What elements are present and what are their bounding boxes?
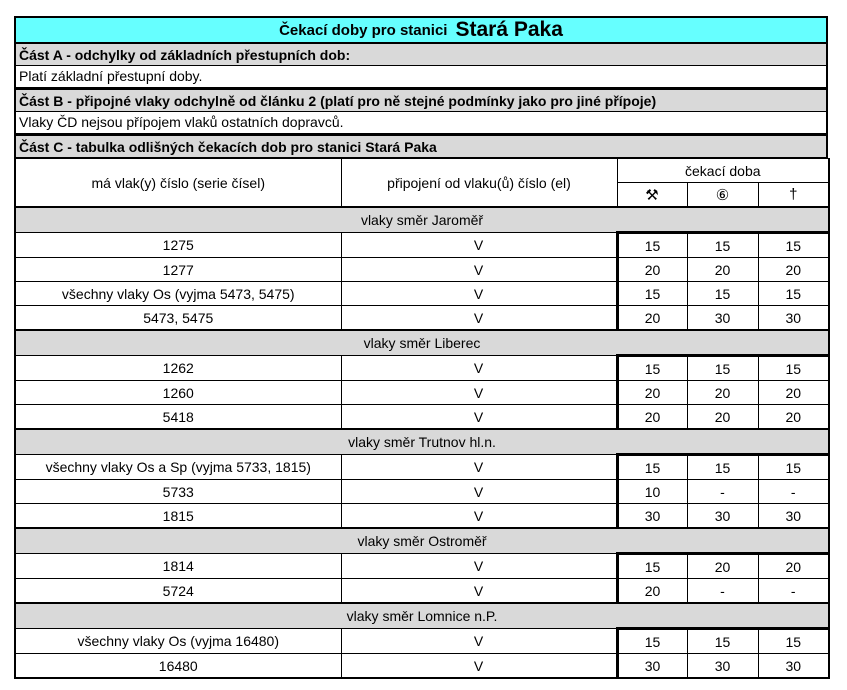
cell-wait-sunday: -: [758, 579, 829, 604]
table-row: [15, 233, 829, 258]
table-row: [15, 504, 829, 529]
title-station: Stará Paka: [455, 18, 563, 41]
cell-wait-sunday: 20: [758, 554, 829, 579]
cell-wait-saturday: 30: [687, 654, 758, 679]
cell-wait-saturday: 15: [687, 233, 758, 258]
section-heading: vlaky směr Trutnov hl.n.: [15, 429, 829, 455]
cell-train-number: 1277: [15, 258, 341, 282]
part-b-heading: Část B - připojné vlaky odchylně od článku 2 (platí pro ně stejné podmínky jako pro jiné přípoje): [14, 90, 828, 112]
cell-wait-sunday: 30: [758, 504, 829, 529]
waiting-times-sheet: [14, 16, 828, 679]
part-b-text: Vlaky ČD nejsou přípojem vlaků ostatních dopravců.: [14, 112, 828, 136]
cell-train-number: všechny vlaky Os (vyjma 16480): [15, 629, 341, 654]
cell-train-number: 16480: [15, 654, 341, 679]
saturday-icon: ⑥: [687, 183, 758, 208]
cell-wait-workday: 20: [617, 405, 687, 430]
cell-wait-workday: 15: [617, 233, 687, 258]
part-a-text: Platí základní přestupní doby.: [14, 66, 828, 90]
cell-train-number: všechny vlaky Os a Sp (vyjma 5733, 1815): [15, 455, 341, 480]
table-row: [15, 579, 829, 604]
cell-wait-workday: 30: [617, 654, 687, 679]
table-row: [15, 306, 829, 331]
cell-wait-workday: 20: [617, 306, 687, 331]
cell-wait-workday: 20: [617, 258, 687, 282]
cell-wait-sunday: 15: [758, 282, 829, 306]
cell-wait-saturday: 15: [687, 282, 758, 306]
cell-wait-workday: 15: [617, 282, 687, 306]
cell-train-number: 1275: [15, 233, 341, 258]
cell-wait-sunday: 30: [758, 306, 829, 331]
cell-wait-sunday: 15: [758, 455, 829, 480]
cell-connection: V: [341, 654, 617, 679]
section-heading: vlaky směr Liberec: [15, 330, 829, 356]
cell-wait-saturday: 30: [687, 504, 758, 529]
cell-wait-saturday: 30: [687, 306, 758, 331]
cell-train-number: všechny vlaky Os (vyjma 5473, 5475): [15, 282, 341, 306]
cell-train-number: 5418: [15, 405, 341, 430]
cell-wait-sunday: 20: [758, 258, 829, 282]
section-heading: vlaky směr Lomnice n.P.: [15, 603, 829, 629]
cell-wait-sunday: 30: [758, 654, 829, 679]
page-title: [14, 16, 828, 44]
cell-wait-workday: 20: [617, 381, 687, 405]
cell-wait-sunday: 20: [758, 405, 829, 430]
cell-wait-saturday: -: [687, 579, 758, 604]
table-row: [15, 629, 829, 654]
cell-train-number: 1262: [15, 356, 341, 381]
cell-train-number: 1815: [15, 504, 341, 529]
cell-wait-saturday: 15: [687, 629, 758, 654]
cell-wait-sunday: 15: [758, 629, 829, 654]
cell-train-number: 5724: [15, 579, 341, 604]
cell-wait-saturday: 15: [687, 455, 758, 480]
table-row: [15, 654, 829, 679]
cell-connection: V: [341, 405, 617, 430]
cell-connection: V: [341, 356, 617, 381]
cell-wait-workday: 20: [617, 579, 687, 604]
cell-connection: V: [341, 480, 617, 504]
table-row: [15, 258, 829, 282]
cell-wait-sunday: 15: [758, 233, 829, 258]
cell-train-number: 1814: [15, 554, 341, 579]
sunday-icon: †: [758, 183, 829, 208]
header-waiting-time: čekací doba: [617, 159, 829, 183]
table-row: [15, 480, 829, 504]
cell-connection: V: [341, 381, 617, 405]
cell-connection: V: [341, 282, 617, 306]
cell-wait-saturday: 20: [687, 258, 758, 282]
cell-wait-saturday: -: [687, 480, 758, 504]
header-connection: připojení od vlaku(ů) číslo (el): [341, 159, 617, 208]
cell-connection: V: [341, 306, 617, 331]
cell-connection: V: [341, 455, 617, 480]
cell-wait-workday: 15: [617, 455, 687, 480]
cell-connection: V: [341, 629, 617, 654]
table-row: [15, 455, 829, 480]
cell-connection: V: [341, 554, 617, 579]
cell-train-number: 5473, 5475: [15, 306, 341, 331]
title-prefix: Čekací doby pro stanici: [279, 21, 448, 39]
cell-wait-sunday: 20: [758, 381, 829, 405]
table-row: [15, 356, 829, 381]
cell-wait-workday: 30: [617, 504, 687, 529]
section-heading: vlaky směr Jaroměř: [15, 207, 829, 233]
table-row: [15, 554, 829, 579]
cell-wait-workday: 15: [617, 356, 687, 381]
cell-connection: V: [341, 233, 617, 258]
cell-wait-saturday: 20: [687, 554, 758, 579]
cell-wait-workday: 15: [617, 554, 687, 579]
workday-icon: ⚒: [617, 183, 687, 208]
cell-connection: V: [341, 258, 617, 282]
cell-train-number: 1260: [15, 381, 341, 405]
cell-train-number: 5733: [15, 480, 341, 504]
part-c-heading: Část C - tabulka odlišných čekacích dob pro stanici Stará Paka: [14, 136, 828, 158]
part-a-heading: Část A - odchylky od základních přestupních dob:: [14, 44, 828, 66]
table-row: [15, 381, 829, 405]
cell-wait-saturday: 15: [687, 356, 758, 381]
cell-wait-saturday: 20: [687, 381, 758, 405]
cell-wait-workday: 10: [617, 480, 687, 504]
cell-connection: V: [341, 504, 617, 529]
cell-wait-sunday: 15: [758, 356, 829, 381]
cell-wait-workday: 15: [617, 629, 687, 654]
table-row: [15, 405, 829, 430]
table-row: [15, 282, 829, 306]
cell-wait-saturday: 20: [687, 405, 758, 430]
waiting-times-table: [14, 158, 830, 679]
cell-wait-sunday: -: [758, 480, 829, 504]
cell-connection: V: [341, 579, 617, 604]
header-train-numbers: má vlak(y) číslo (serie čísel): [15, 159, 341, 208]
section-heading: vlaky směr Ostroměř: [15, 528, 829, 554]
